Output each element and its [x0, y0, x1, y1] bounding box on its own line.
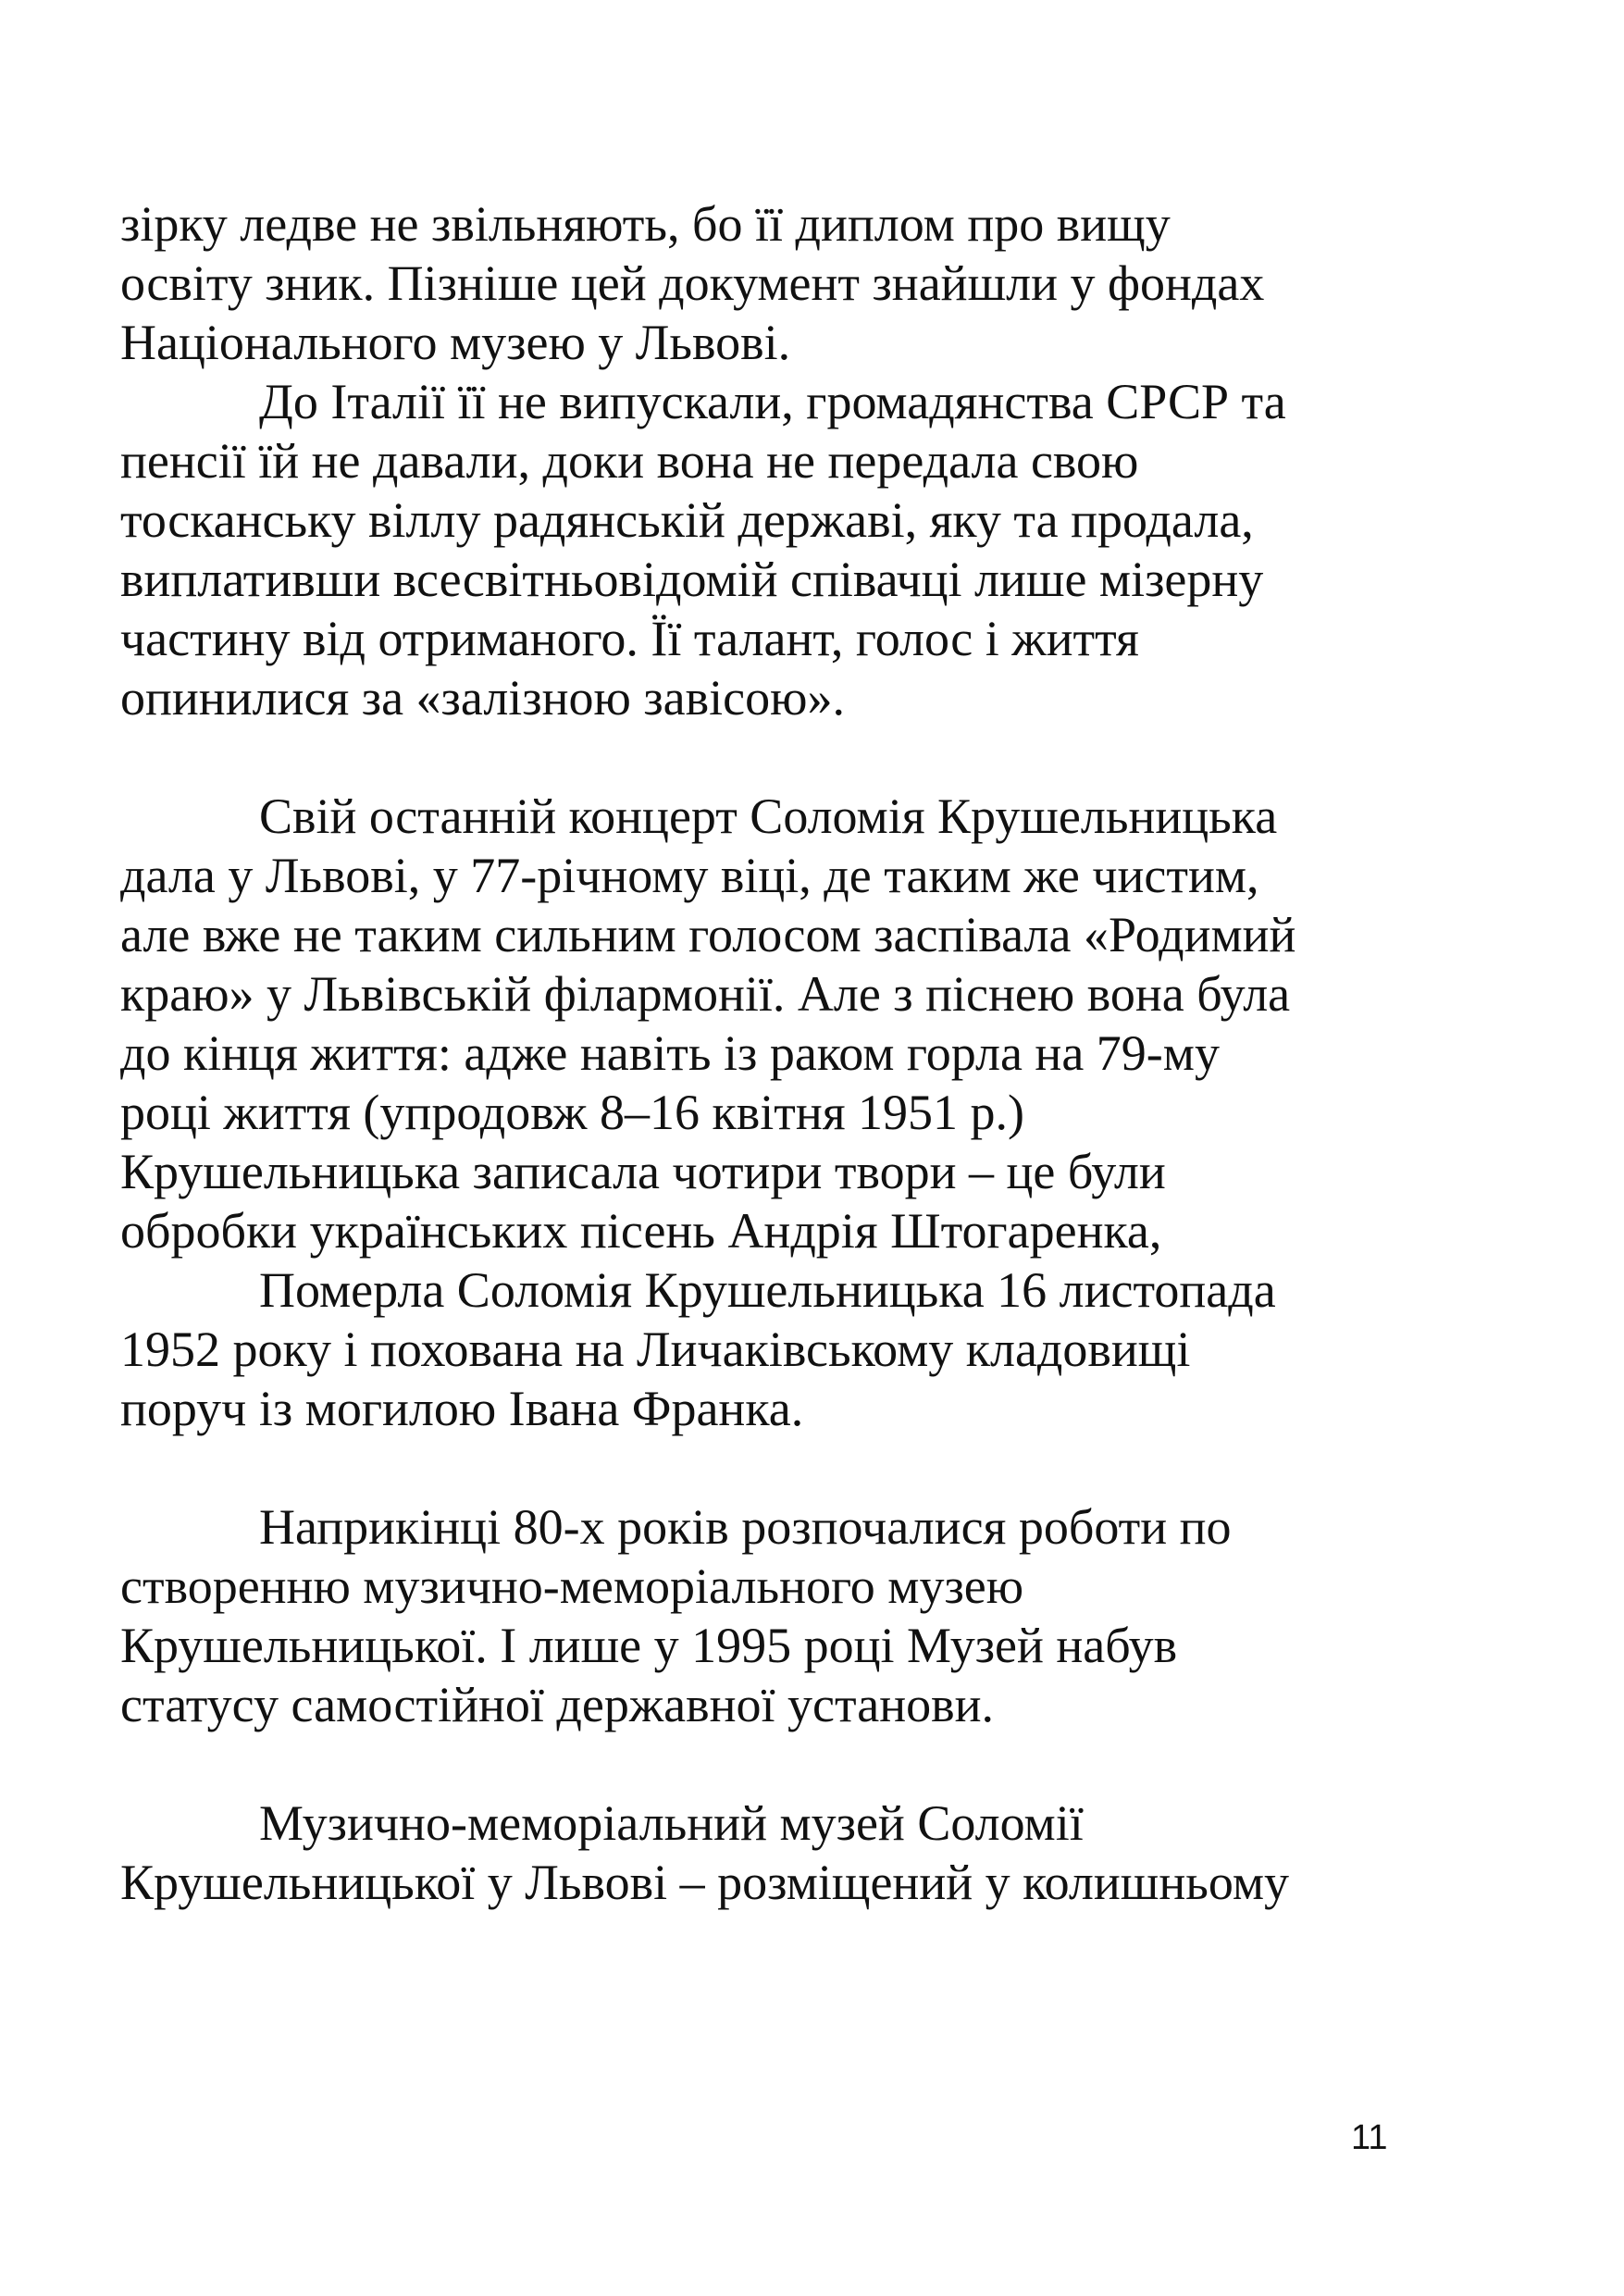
- body-text: [120, 194, 1453, 1912]
- paragraph-gap: [120, 1438, 1453, 1497]
- text-line: до кінця життя: адже навіть із раком горла на 79-му: [120, 1025, 1220, 1081]
- text-line: поруч із могилою Івана Франка.: [120, 1381, 804, 1436]
- text-line: Крушельницької у Львові – розміщений у колишньому: [120, 1855, 1289, 1910]
- text-line: обробки українських пісень Андрія Штогаренка,: [120, 1203, 1162, 1259]
- text-line: але вже не таким сильним голосом заспівала «Родимий: [120, 907, 1296, 962]
- text-line: освіту зник. Пізніше цей документ знайшли у фондах: [120, 255, 1265, 311]
- text-line: дала у Львові, у 77-річному віці, де таким же чистим,: [120, 848, 1259, 903]
- paragraph-gap: [120, 727, 1453, 787]
- text-line: Музично-меморіальний музей Соломії: [259, 1795, 1084, 1851]
- text-line: тосканську віллу радянській державі, яку та продала,: [120, 492, 1254, 548]
- paragraph-4: [120, 1260, 1453, 1438]
- text-line: опинилися за «залізною завісою».: [120, 670, 845, 726]
- text-line: році життя (упродовж 8–16 квітня 1951 р.): [120, 1085, 1025, 1140]
- paragraph-gap: [120, 1734, 1453, 1793]
- text-line: Наприкінці 80-х років розпочалися роботи по: [259, 1499, 1232, 1555]
- text-line: До Італії її не випускали, громадянства СРСР та: [259, 374, 1286, 429]
- paragraph-1: [120, 194, 1453, 372]
- paragraph-2: [120, 372, 1453, 727]
- text-line: статусу самостійної державної установи.: [120, 1677, 995, 1732]
- text-line: виплативши всесвітньовідомій співачці лише мізерну: [120, 552, 1264, 607]
- text-line: Свій останній концерт Соломія Крушельницька: [259, 788, 1278, 844]
- paragraph-6: [120, 1793, 1453, 1912]
- paragraph-5: [120, 1497, 1453, 1734]
- text-line: частину від отриманого. Її талант, голос і життя: [120, 611, 1139, 666]
- text-line: пенсії їй не давали, доки вона не передала свою: [120, 433, 1139, 489]
- page-number: 11: [1351, 2118, 1388, 2157]
- text-line: Померла Соломія Крушельницька 16 листопада: [259, 1262, 1276, 1318]
- text-line: Національного музею у Львові.: [120, 315, 791, 370]
- text-line: створенню музично-меморіального музею: [120, 1558, 1024, 1614]
- text-line: Крушельницька записала чотири твори – це були: [120, 1144, 1166, 1199]
- text-line: зірку ледве не звільняють, бо її диплом про вищу: [120, 196, 1171, 252]
- text-line: краю» у Львівській філармонії. Але з піснею вона була: [120, 966, 1291, 1022]
- paragraph-3: [120, 787, 1453, 1260]
- text-line: 1952 року і похована на Личаківському кладовищі: [120, 1322, 1191, 1377]
- text-line: Крушельницької. І лише у 1995 році Музей набув: [120, 1618, 1178, 1673]
